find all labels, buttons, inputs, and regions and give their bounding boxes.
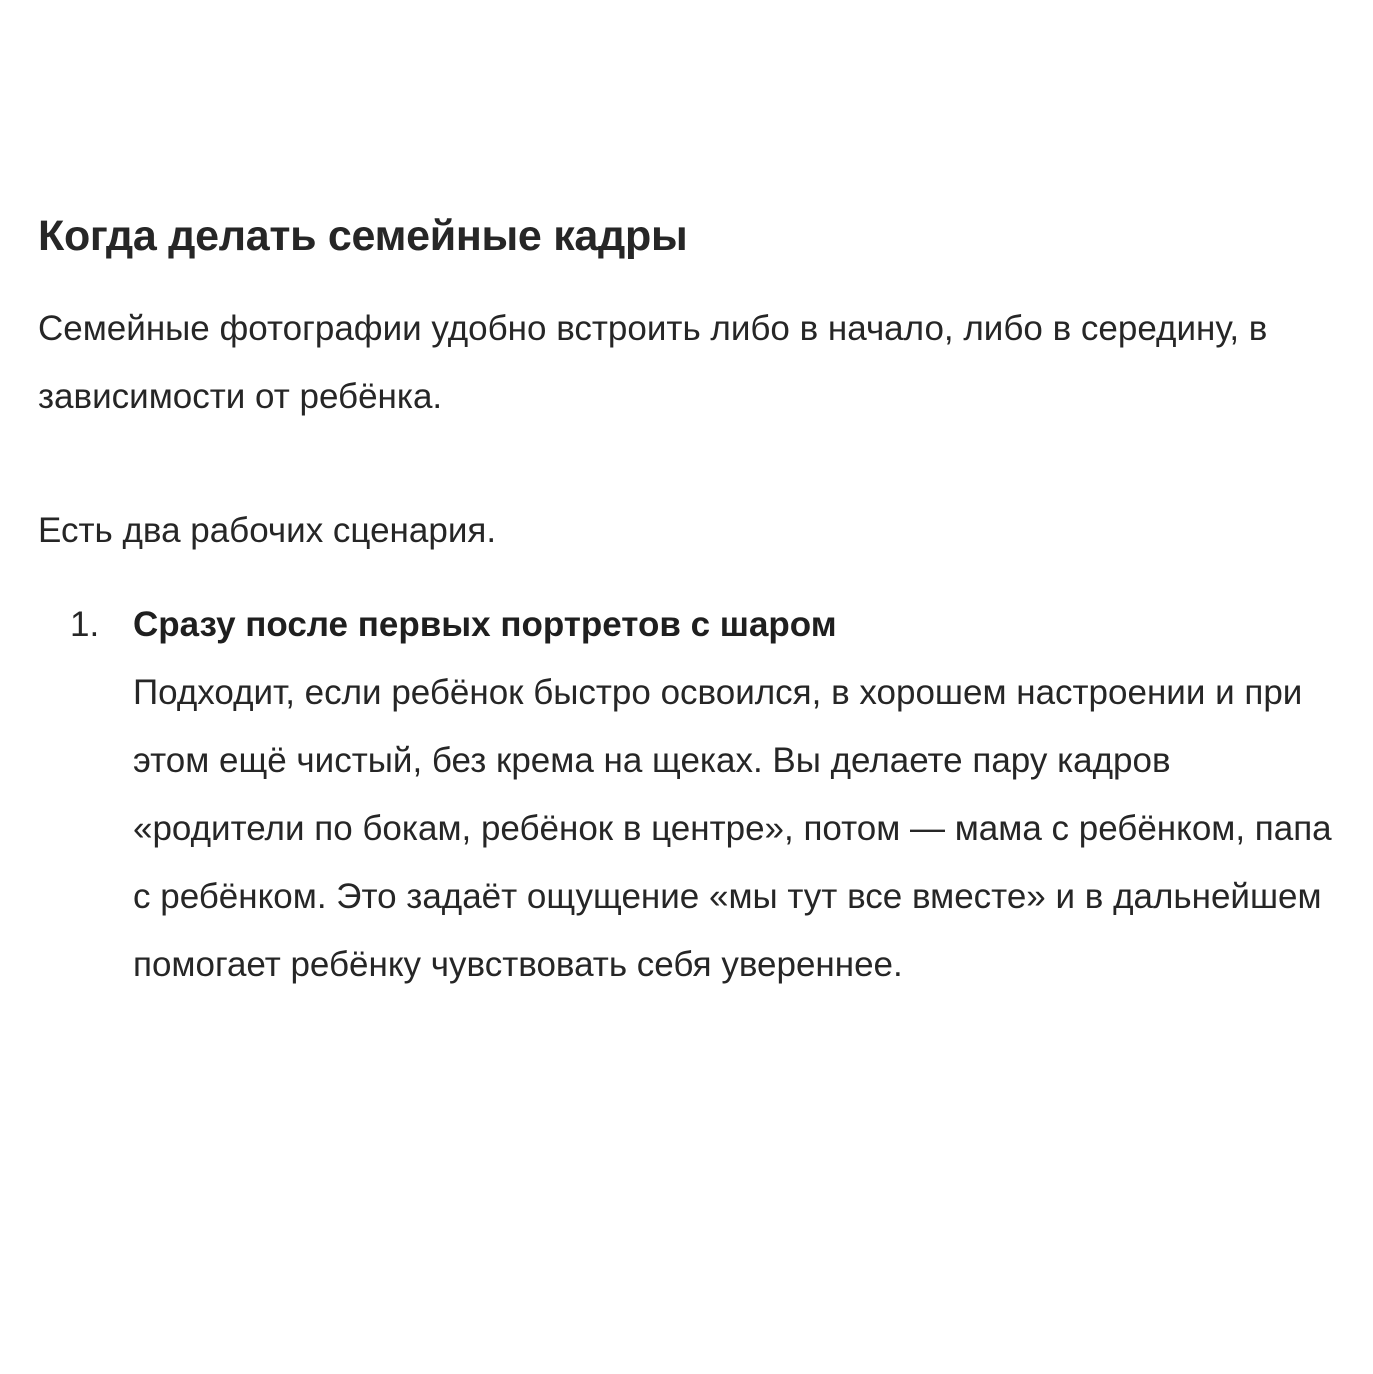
intro-paragraph: Семейные фотографии удобно встроить либо в начало, либо в середину, в зависимости от ребёнка. bbox=[38, 309, 1268, 416]
article bbox=[38, 205, 1338, 999]
list-item-number: 1. bbox=[70, 605, 100, 644]
list-item-title: Сразу после первых портретов с шаром bbox=[133, 605, 837, 644]
scenarios-lead-paragraph: Есть два рабочих сценария. bbox=[38, 511, 497, 550]
list-item bbox=[38, 591, 1338, 999]
section-heading: Когда делать семейные кадры bbox=[38, 212, 688, 260]
list-item-text: Подходит, если ребёнок быстро освоился, в хорошем настроении и при этом ещё чистый, без крема на щеках. Вы делаете пару кадров «родители по бокам, ребёнок в центре», потом — мама с ребёнком, папа с ребёнком. Это задаёт ощущение «мы тут все вместе» и в дальнейшем помогает ребёнку чувствовать себя увереннее. bbox=[133, 673, 1332, 984]
scenarios-list bbox=[38, 591, 1338, 999]
